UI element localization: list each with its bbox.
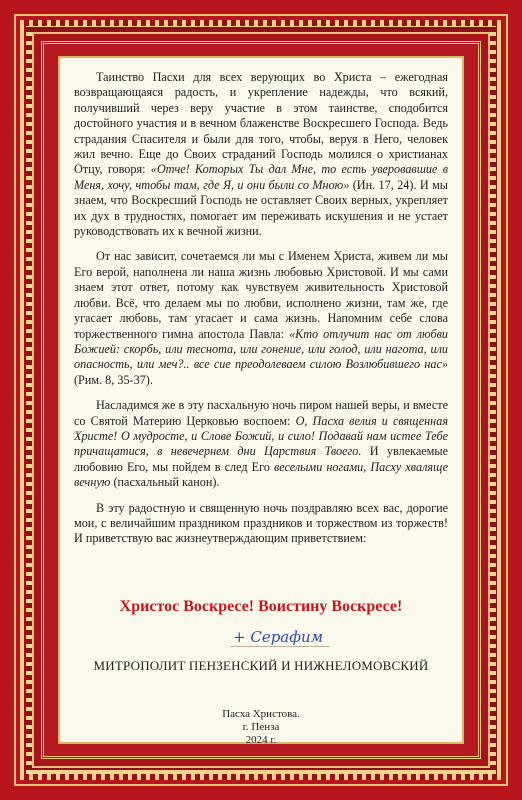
letter-footer [58,708,464,747]
letter-panel [58,56,464,744]
paragraph-2: От нас зависит, сочетаемся ли мы с Именем Христа, живем ли мы Его верой, наполнена ли наша жизнь любовью Христовой. И мы сами знаем этот ответ, потому как чувствуем живительность Христовой любви. Всё, что делаем мы по любви, исполнено жизни, там же, где угасает любовь, там угасает и сама жизнь. Напомним себе слова торжественного гимна апостола Павла: «Кто отлучит нас от любви Божией: скорбь, или теснота, или гонение, или голод, или нагота, или опасность, или меч?.. все сие преодолеваем силою Возлюбившего нас» (Рим. 8, 35-37). [74,249,448,387]
author-title: МИТРОПОЛИТ ПЕНЗЕНСКИЙ И НИЖНЕЛОМОВСКИЙ [93,658,429,673]
footer-occasion: Пасха Христова. [222,708,300,720]
handwritten-signature: + Серафим [233,628,324,646]
quote: веселыми ногами, Пасху хваляще вечную [74,459,448,490]
paragraph-1: Таинство Пасхи для всех верующих во Христа – ежегодная возвращающаяся радость, и укрепление надежды, что всякий, получивший через веру участие в этом таинстве, сподобится достойного участия и в вечном блаженстве Воскресшего Господа. Ведь страдания Спасителя и были для того, чтобы, веруя в Него, человек жил вечно. Еще до Своих страданий Господь молился о христианах Отцу, говоря: «Отче! Которых Ты дал Мне, то есть уверовавшие в Меня, хочу, чтобы там, где Я, и они были со Мною» (Ин. 17, 24). И мы знаем, что Воскресший Господь не оставляет Своих верных, укрепляет их дух в трудностях, помогает им переживать искушения и не устает руководствовать их к вечной жизни. [74,70,448,239]
quote: О, Пасха велия и священная Христе! О мудросте, и Слове Божий, и сило! Подавай нам истее Тебе причащатися, в невечернем дни Царствия Твоего. [74,413,448,459]
paragraph-4: В эту радостную и священную ночь поздравляю всех вас, дорогие мои, с величайшим праздником праздников и торжеством из торжеств! И приветствую вас жизнеутверждающим приветствием: [74,500,448,546]
paragraph-3: Насладимся же в эту пасхальную ночь пиром нашей веры, и вместе со Святой Материю Церковью воспоем: О, Пасха велия и священная Христе! О мудросте, и Слове Божий, и сило! Подавай нам истее Тебе причащатися, в невечернем дни Царствия Твоего. И увлекаемые любовию Его, мы пойдем в след Его веселыми ногами, Пасху хваляще вечную (пасхальный канон). [74,398,448,490]
quote: «Кто отлучит нас от любви Божией: скорбь, или теснота, или гонение, или голод, или нагота, или опасность, или меч?.. все сие преодолеваем силою Возлюбившего нас» [74,326,448,372]
signature-line [230,646,330,647]
footer-year: 2024 г. [245,734,277,746]
easter-greeting: Христос Воскресе! Воистину Воскресе! [119,598,403,615]
letter-body [74,70,448,557]
quote: «Отче! Которых Ты дал Мне, то есть уверовавшие в Меня, хочу, чтобы там, где Я, и они были со Мною» [74,162,448,192]
footer-city: г. Пенза [242,721,280,733]
